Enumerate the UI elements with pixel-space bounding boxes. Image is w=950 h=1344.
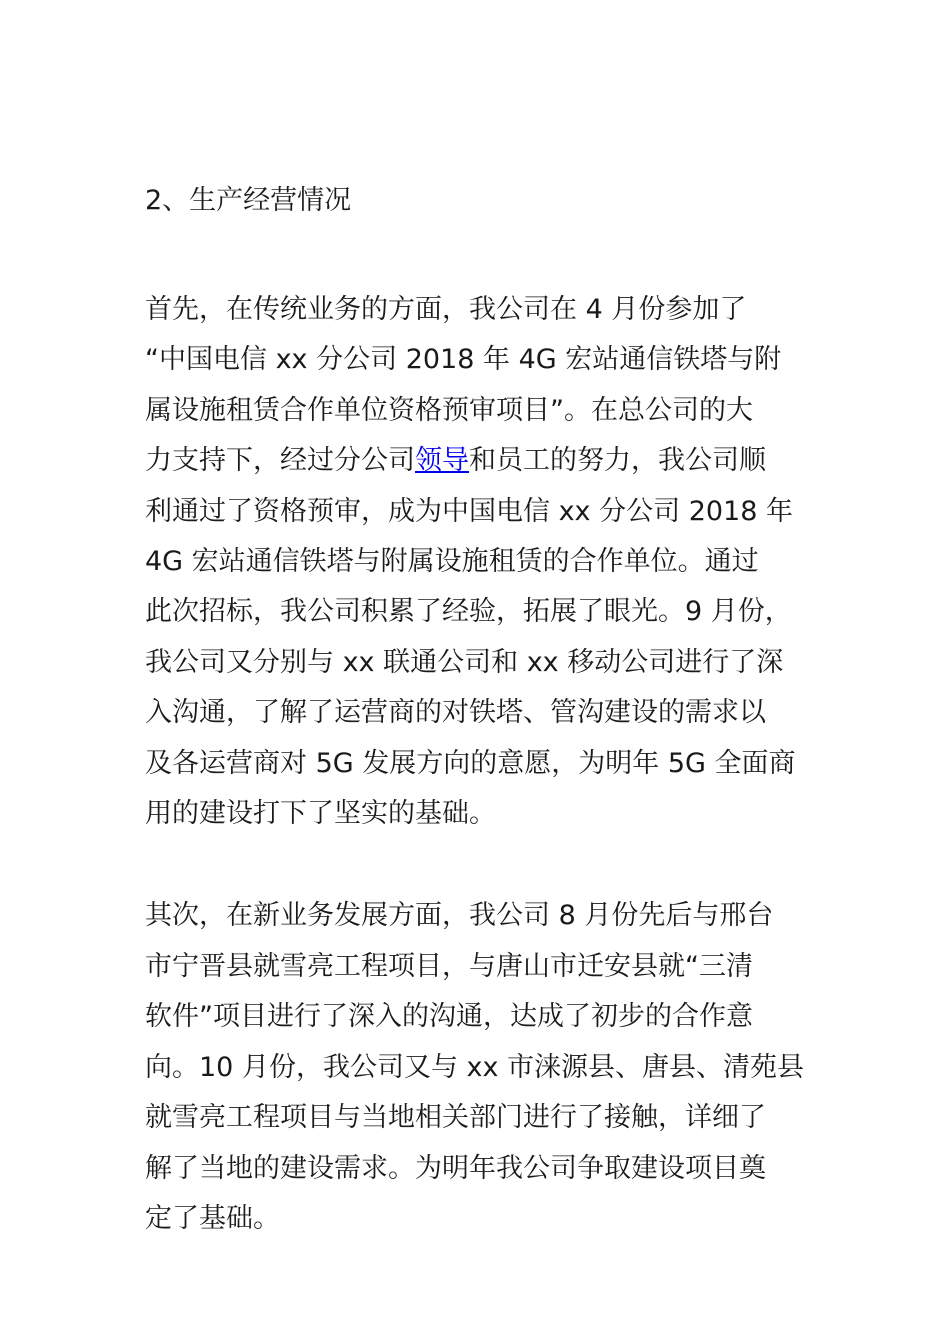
text-line: 定了基础。 xyxy=(145,1202,280,1234)
text-line: 用的建设打下了坚实的基础。 xyxy=(145,798,496,830)
paragraph-new-business xyxy=(145,891,810,1244)
text-line: 软件”项目进行了深入的沟通，达成了初步的合作意 xyxy=(145,1001,753,1033)
text-line: 我公司又分别与 xx 联通公司和 xx 移动公司进行了深 xyxy=(145,646,784,678)
text-line: 向。10 月份，我公司又与 xx 市涞源县、唐县、清苑县 xyxy=(145,1051,805,1083)
text-line: 就雪亮工程项目与当地相关部门进行了接触，详细了 xyxy=(145,1102,766,1134)
spacer xyxy=(145,839,810,891)
text-line: “中国电信 xx 分公司 2018 年 4G 宏站通信铁塔与附 xyxy=(145,344,782,376)
text-line: 属设施租赁合作单位资格预审项目”。在总公司的大 xyxy=(145,394,753,426)
text-segment: 力支持下，经过分公司 xyxy=(145,445,415,477)
paragraph-traditional-business xyxy=(145,285,810,839)
text-line xyxy=(145,436,810,486)
text-segment: 和员工的努力，我公司顺 xyxy=(469,445,766,477)
text-line: 解了当地的建设需求。为明年我公司争取建设项目奠 xyxy=(145,1152,766,1184)
document-body xyxy=(145,176,810,1244)
text-line: 利通过了资格预审，成为中国电信 xx 分公司 2018 年 xyxy=(145,495,793,527)
text-line: 市宁晋县就雪亮工程项目，与唐山市迁安县就“三清 xyxy=(145,950,753,982)
text-line: 首先，在传统业务的方面，我公司在 4 月份参加了 xyxy=(145,294,747,325)
text-line: 及各运营商对 5G 发展方向的意愿，为明年 5G 全面商 xyxy=(145,747,796,779)
text-line: 此次招标，我公司积累了经验，拓展了眼光。9 月份， xyxy=(145,596,792,628)
leadership-link[interactable]: 领导 xyxy=(415,445,469,477)
text-line: 其次，在新业务发展方面，我公司 8 月份先后与邢台 xyxy=(145,900,774,932)
text-line: 4G 宏站通信铁塔与附属设施租赁的合作单位。通过 xyxy=(145,546,759,578)
section-heading: 2、生产经营情况 xyxy=(145,185,352,216)
spacer xyxy=(145,226,810,285)
text-line: 入沟通，了解了运营商的对铁塔、管沟建设的需求以 xyxy=(145,697,766,729)
